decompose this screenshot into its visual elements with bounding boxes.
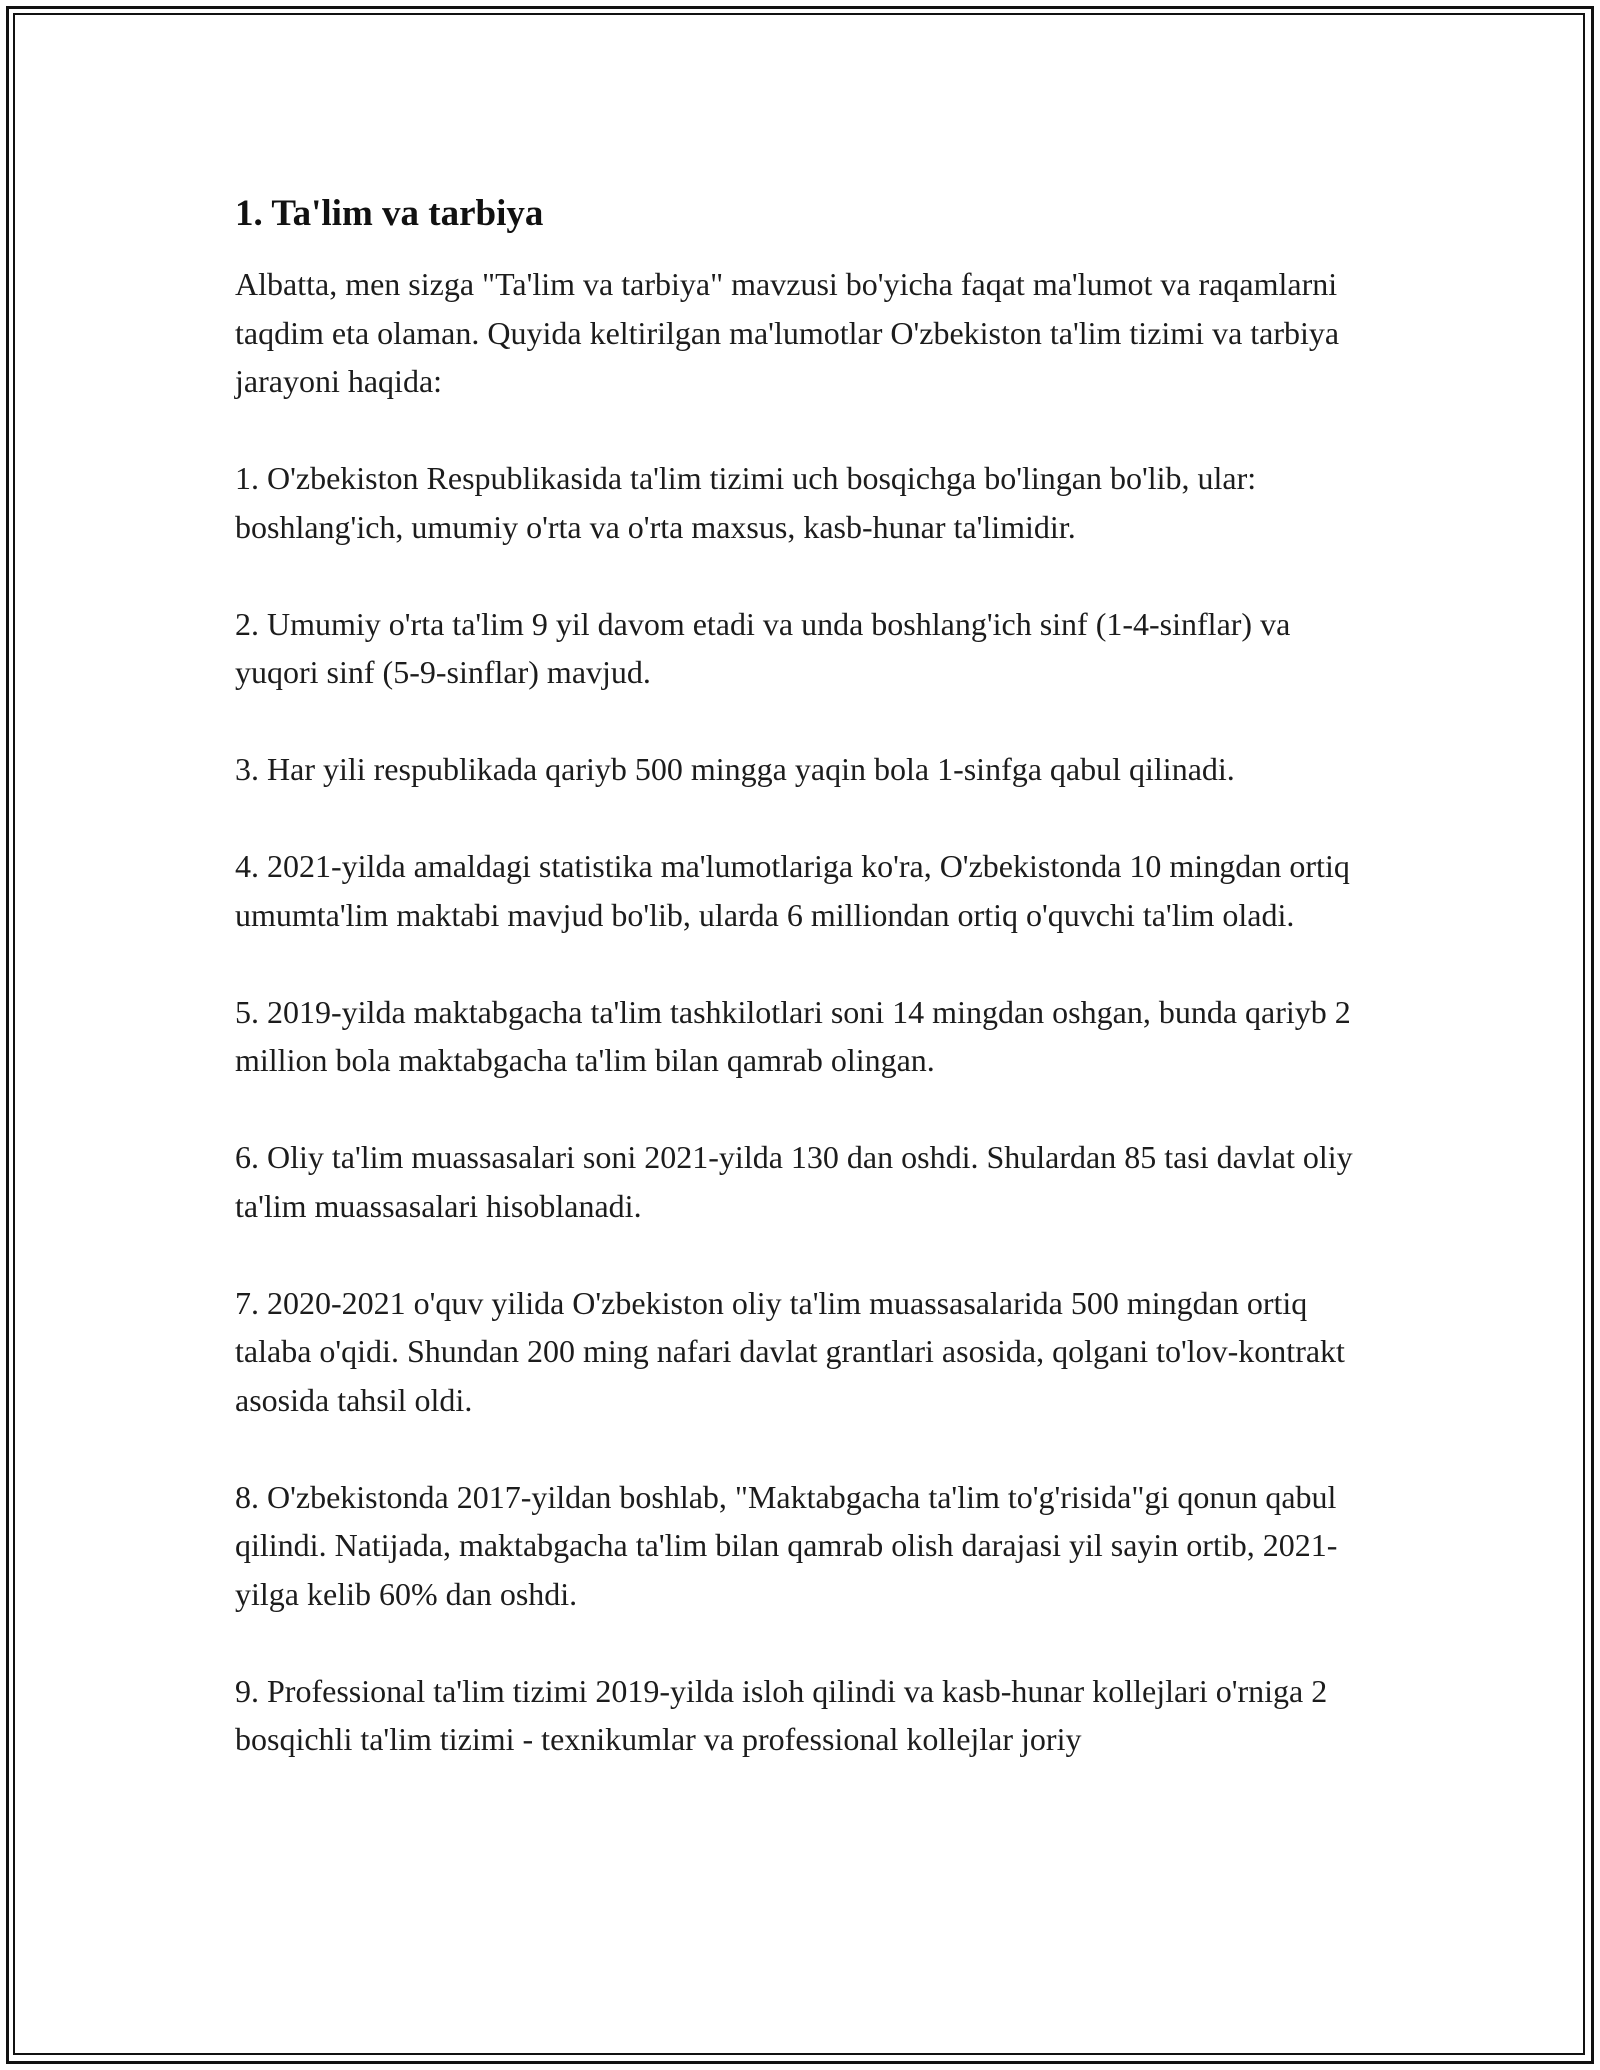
intro-paragraph: Albatta, men sizga "Ta'lim va tarbiya" mavzusi bo'yicha faqat ma'lumot va raqamlarni taqdim eta olaman. Quyida keltirilgan ma'lumotlar O'zbekiston ta'lim tizimi va tarbiya jarayoni haqida:: [235, 266, 1340, 399]
list-item: 2. Umumiy o'rta ta'lim 9 yil davom etadi va unda boshlang'ich sinf (1-4-sinflar) va yuqori sinf (5-9-sinflar) mavjud.: [235, 605, 1291, 690]
section-heading: 1. Ta'lim va tarbiya: [235, 193, 544, 234]
list-item: 1. O'zbekiston Respublikasida ta'lim tizimi uch bosqichga bo'lingan bo'lib, ular: boshlang'ich, umumiy o'rta va o'rta maxsus, kasb-hunar ta'limidir.: [235, 460, 1257, 545]
list-item: 7. 2020-2021 o'quv yilida O'zbekiston oliy ta'lim muassasalarida 500 mingdan ortiq talaba o'qidi. Shundan 200 ming nafari davlat grantlari asosida, qolgani to'lov-kontrakt asosida tahsil oldi.: [235, 1284, 1345, 1418]
list-item: 3. Har yili respublikada qariyb 500 mingga yaqin bola 1-sinfga qabul qilinadi.: [235, 751, 1235, 787]
document-body: [235, 190, 1365, 1764]
list-item: 6. Oliy ta'lim muassasalari soni 2021-yilda 130 dan oshdi. Shulardan 85 tasi davlat oliy ta'lim muassasalari hisoblanadi.: [235, 1139, 1353, 1224]
list-item: 8. O'zbekistonda 2017-yildan boshlab, "Maktabgacha ta'lim to'g'risida"gi qonun qabul qilindi. Natijada, maktabgacha ta'lim bilan qamrab olish darajasi yil sayin ortib, 2021-yilga kelib 60% dan oshdi.: [235, 1478, 1338, 1612]
list-item: 4. 2021-yilda amaldagi statistika ma'lumotlariga ko'ra, O'zbekistonda 10 mingdan ortiq umumta'lim maktabi mavjud bo'lib, ularda 6 milliondan ortiq o'quvchi ta'lim oladi.: [235, 848, 1350, 933]
list-item: 9. Professional ta'lim tizimi 2019-yilda isloh qilindi va kasb-hunar kollejlari o'rniga 2 bosqichli ta'lim tizimi - texnikumlar va professional kollejlar joriy: [235, 1672, 1328, 1757]
list-item: 5. 2019-yilda maktabgacha ta'lim tashkilotlari soni 14 mingdan oshgan, bunda qariyb 2 million bola maktabgacha ta'lim bilan qamrab olingan.: [235, 993, 1351, 1078]
